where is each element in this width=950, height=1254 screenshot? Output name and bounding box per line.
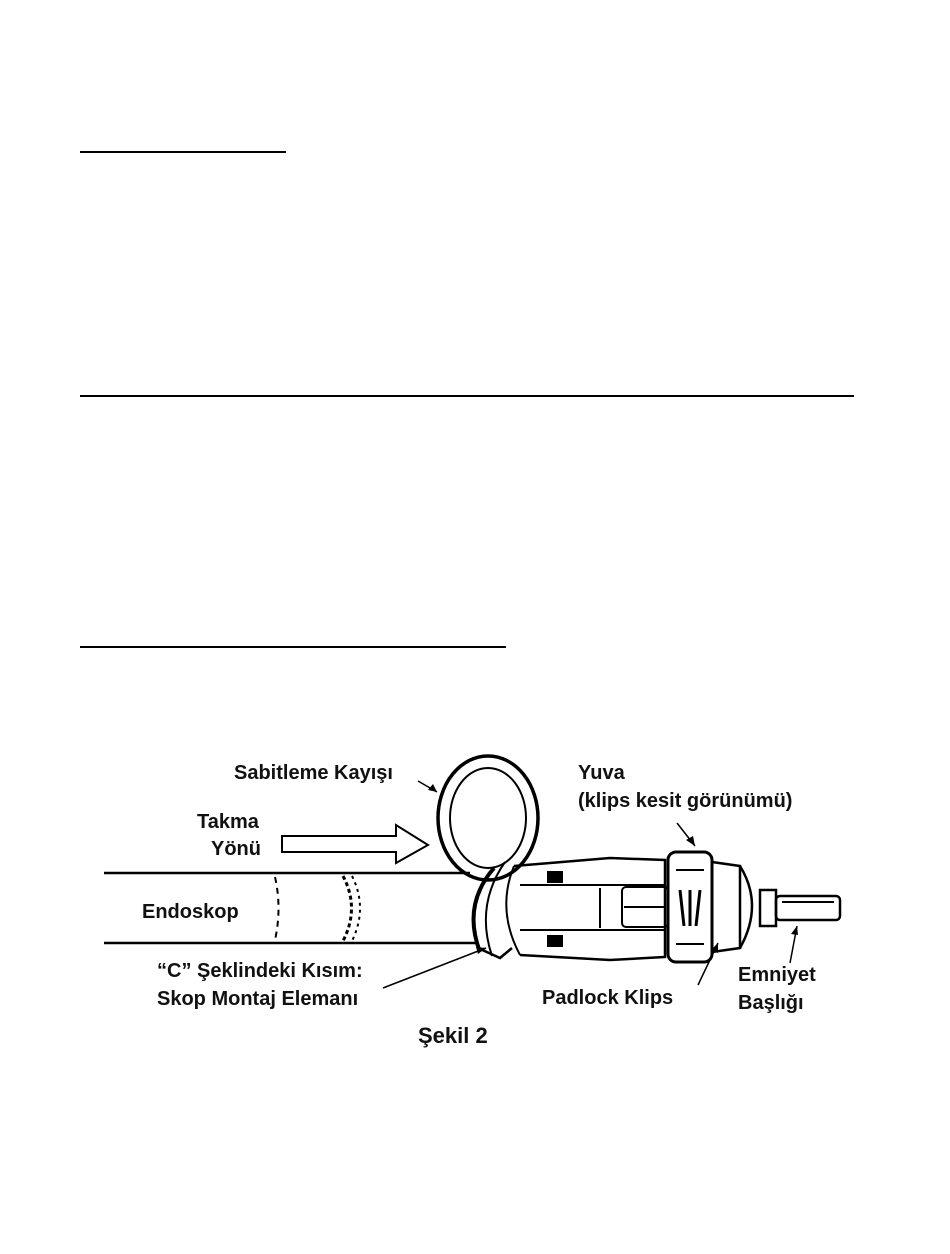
figure-caption: Şekil 2 xyxy=(418,1023,488,1048)
label-securing-strap: Sabitleme Kayışı xyxy=(234,762,393,784)
label-c-part-line-1: “C” Şeklindeki Kısım: xyxy=(157,960,363,982)
label-insertion-direction-line-1: Takma xyxy=(197,811,259,833)
section-heading-underline-1 xyxy=(80,151,286,153)
clip-housing xyxy=(506,858,668,960)
padlock-clip xyxy=(668,852,752,962)
label-housing-line-2: (klips kesit görünümü) xyxy=(578,790,793,812)
label-housing-line-1: Yuva xyxy=(578,762,625,784)
label-safety-cap-line-1: Emniyet xyxy=(738,964,816,986)
section-heading-underline-2 xyxy=(80,395,854,397)
figure-2-diagram xyxy=(0,700,950,1100)
section-heading-underline-3 xyxy=(80,646,506,648)
label-c-part-line-2: Skop Montaj Elemanı xyxy=(157,988,359,1010)
label-endoscope: Endoskop xyxy=(142,901,239,923)
insertion-direction-arrow xyxy=(282,825,428,863)
securing-strap-loop xyxy=(438,756,538,880)
safety-cap xyxy=(760,890,840,926)
label-padlock-clip: Padlock Klips xyxy=(542,987,674,1009)
label-insertion-direction-line-2: Yönü xyxy=(211,838,261,860)
label-safety-cap-line-2: Başlığı xyxy=(738,992,804,1014)
